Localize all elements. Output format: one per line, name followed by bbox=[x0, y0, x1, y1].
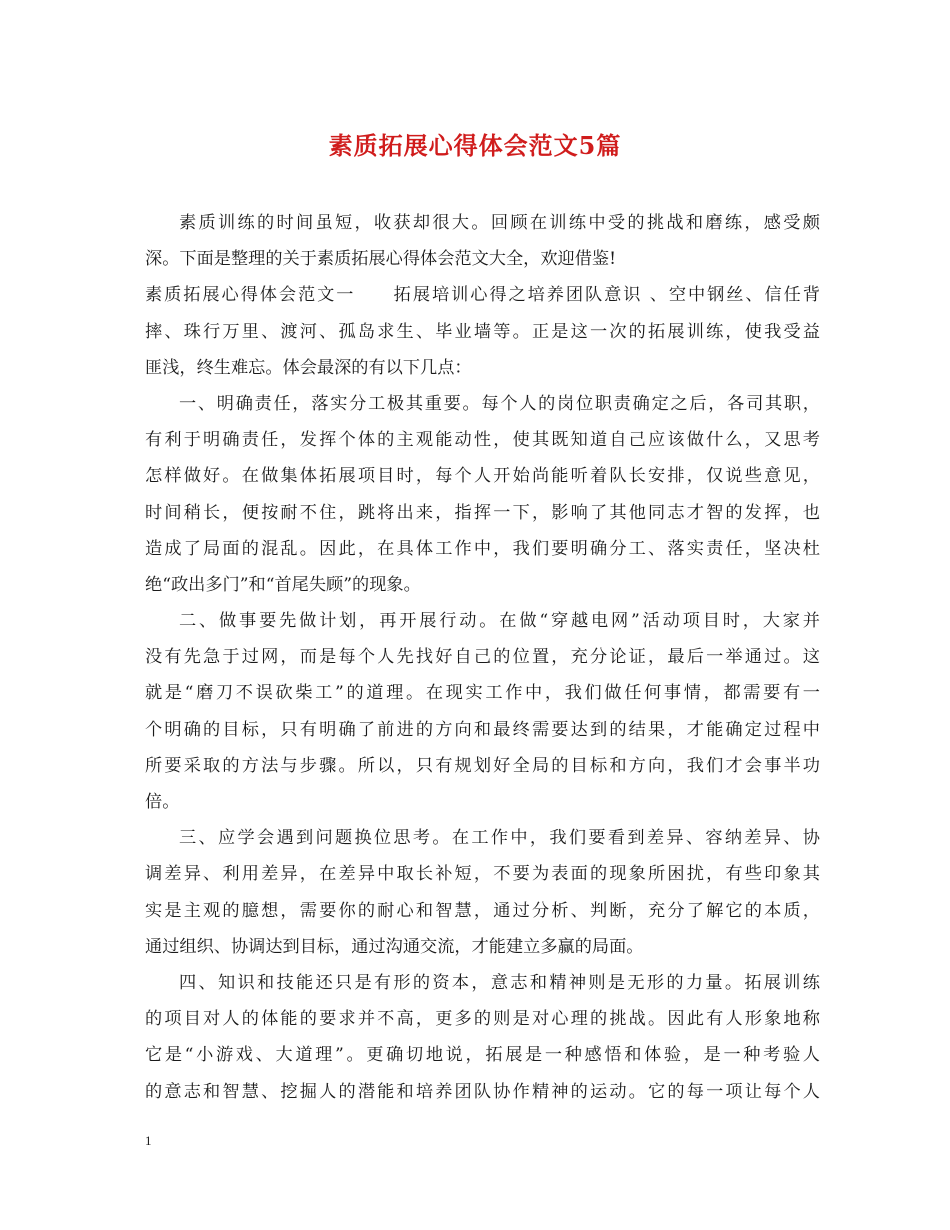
body-text-line: 有利于明确责任，发挥个体的主观能动性，使其既知道自己应该做什么，又思考 bbox=[145, 430, 820, 451]
body-text-line: 的项目对人的体能的要求并不高，更多的则是对心理的挑战。因此有人形象地称 bbox=[145, 1009, 820, 1030]
body-text-line: 没有先急于过网，而是每个人先找好自己的位置，充分论证，最后一举通过。这 bbox=[145, 647, 820, 668]
body-text-line: 时间稍长，便按耐不住，跳将出来，指挥一下，影响了其他同志才智的发挥，也 bbox=[145, 502, 820, 523]
body-text-line: 绝“政出多门”和“首尾失顾”的现象。 bbox=[145, 574, 421, 595]
body-text-line: 三、应学会遇到问题换位思考。在工作中，我们要看到差异、容纳差异、协 bbox=[179, 828, 820, 849]
document-title: 素质拓展心得体会范文5篇 bbox=[328, 131, 622, 160]
body-text-line: 就是“磨刀不误砍柴工”的道理。在现实工作中，我们做任何事情，都需要有一 bbox=[145, 683, 820, 704]
body-text-line: 素质训练的时间虽短，收获却很大。回顾在训练中受的挑战和磨练，感受颇 bbox=[179, 213, 820, 233]
body-text-line: 匪浅，终生难忘。体会最深的有以下几点： bbox=[145, 357, 472, 378]
body-text-line: 素质拓展心得体会范文一 拓展培训心得之培养团队意识 、空中钢丝、信任背 bbox=[145, 285, 820, 306]
body-text-line: 调差异、利用差异，在差异中取长补短，不要为表面的现象所困扰，有些印象其 bbox=[145, 864, 820, 885]
body-text-line: 的意志和智慧、挖掘人的潜能和培养团队协作精神的运动。它的每一项让每个人 bbox=[145, 1081, 820, 1102]
body-text-line: 通过组织、协调达到目标，通过沟通交流，才能建立多赢的局面。 bbox=[145, 936, 644, 957]
body-text-line: 二、做事要先做计划，再开展行动。在做“穿越电网”活动项目时，大家并 bbox=[179, 611, 820, 632]
body-text-line: 倍。 bbox=[145, 792, 180, 812]
document-body bbox=[145, 205, 820, 1110]
body-text-line: 一、明确责任，落实分工极其重要。每个人的岗位职责确定之后，各司其职， bbox=[179, 393, 820, 414]
body-text-line: 深。下面是整理的关于素质拓展心得体会范文大全，欢迎借鉴! bbox=[145, 249, 616, 270]
body-text-line: 它是“小游戏、大道理”。更确切地说，拓展是一种感悟和体验，是一种考验人 bbox=[145, 1045, 820, 1066]
page-number: 1 bbox=[145, 1133, 152, 1148]
body-text-line: 实是主观的臆想，需要你的耐心和智慧，通过分析、判断，充分了解它的本质， bbox=[145, 900, 820, 921]
body-text-line: 四、知识和技能还只是有形的资本，意志和精神则是无形的力量。拓展训练 bbox=[179, 972, 820, 993]
body-text-line: 所要采取的方法与步骤。所以，只有规划好全局的目标和方向，我们才会事半功 bbox=[145, 755, 820, 776]
body-text-line: 造成了局面的混乱。因此，在具体工作中，我们要明确分工、落实责任，坚决杜 bbox=[145, 538, 820, 559]
body-text-line: 个明确的目标，只有明确了前进的方向和最终需要达到的结果，才能确定过程中 bbox=[145, 719, 820, 740]
body-text-line: 怎样做好。在做集体拓展项目时，每个人开始尚能听着队长安排，仅说些意见， bbox=[145, 466, 820, 487]
body-text-line: 摔、珠行万里、渡河、孤岛求生、毕业墙等。正是这一次的拓展训练，使我受益 bbox=[145, 321, 820, 342]
